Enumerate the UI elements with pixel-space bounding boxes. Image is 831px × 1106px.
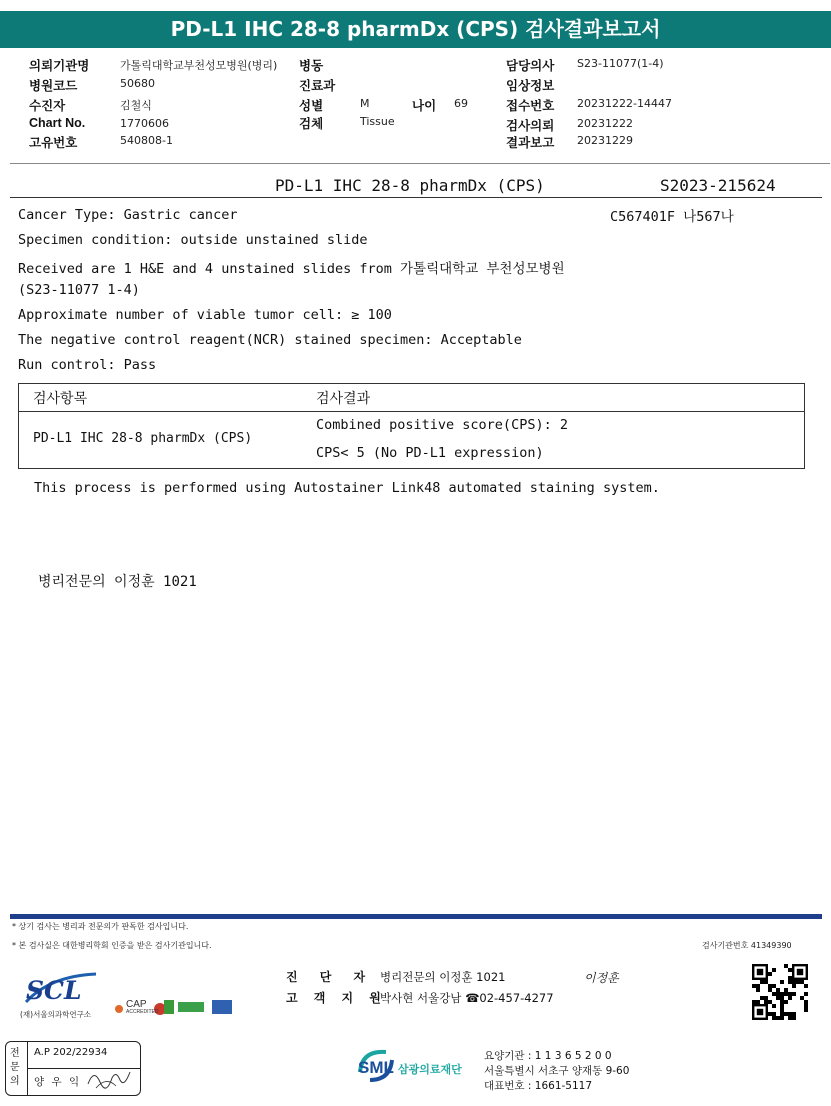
line-run-control: Run control: Pass — [18, 357, 157, 373]
contact-label: 고 객 지 원 — [286, 991, 387, 1005]
value-request-date: 20231222 — [577, 117, 633, 130]
value-patient: 김철식 — [120, 99, 152, 112]
label-clinical-info: 임상정보 — [506, 79, 555, 93]
line-slide-ref: (S23-11077 1-4) — [18, 282, 140, 298]
label-specimen: 검체 — [299, 117, 324, 131]
table-header-divider — [19, 411, 804, 412]
value-sex: M — [360, 97, 370, 110]
scl-logo-text: SCL — [26, 976, 82, 1005]
table-header-result: 검사결과 — [316, 391, 371, 407]
result-table — [18, 383, 805, 469]
label-report-date: 결과보고 — [506, 136, 555, 150]
footer-note-2: * 본 검사실은 대한병리학회 인증을 받은 검사기관입니다. — [12, 941, 212, 950]
line-ncr: The negative control reagent(NCR) stained specimen: Acceptable — [18, 332, 522, 348]
report-number: S2023-215624 — [660, 176, 776, 195]
stamp-code: A.P 202/22934 — [34, 1047, 108, 1058]
scl-logo — [20, 968, 100, 1022]
line-cancer-type: Cancer Type: Gastric cancer — [18, 207, 238, 223]
cap-sub: ACCREDITED — [126, 1009, 159, 1015]
process-note: This process is performed using Autostainer Link48 automated staining system. — [34, 480, 660, 496]
footer-note-1: * 상기 검사는 병리과 전문의가 판독한 검사입니다. — [12, 922, 189, 931]
line-tumor-cell: Approximate number of viable tumor cell: ≥ 100 — [18, 307, 392, 323]
sml-logo — [356, 1046, 476, 1086]
footer-rule — [10, 914, 822, 919]
pathologist-signature-line: 병리전문의 이정훈 1021 — [38, 574, 197, 590]
body-divider — [10, 197, 822, 198]
diagnosis-value: 병리전문의 이정훈 1021 — [380, 970, 506, 984]
institution-number: 검사기관번호 41349390 — [702, 941, 792, 950]
contact-value: 박사현 서울강남 ☎02-457-4277 — [380, 991, 554, 1005]
representative-phone: 대표번호 : 1661-5117 — [484, 1080, 593, 1092]
diagnosis-label: 진 단 자 — [286, 970, 375, 984]
label-chart-no: Chart No. — [29, 116, 86, 130]
line-specimen-condition: Specimen condition: outside unstained slide — [18, 232, 368, 248]
stamp-label: 전문의 — [10, 1048, 20, 1087]
table-cell-cps-interpretation: CPS< 5 (No PD-L1 expression) — [316, 445, 544, 461]
value-hospital-code: 50680 — [120, 77, 155, 90]
value-chart-no: 1770606 — [120, 117, 169, 130]
test-title: PD-L1 IHC 28-8 pharmDx (CPS) — [275, 176, 545, 195]
table-cell-item: PD-L1 IHC 28-8 pharmDx (CPS) — [33, 431, 253, 446]
header-info — [0, 48, 831, 166]
label-doctor: 담당의사 — [506, 59, 555, 73]
report-title: PD-L1 IHC 28-8 pharmDx (CPS) 검사결과보고서 — [0, 11, 831, 48]
cap-label: CAP — [126, 999, 147, 1010]
label-hospital-code: 병원코드 — [29, 79, 78, 93]
sml-name: 삼광의료재단 — [398, 1063, 462, 1076]
yoyang-number: 요양기관 : 1 1 3 6 5 2 0 0 — [484, 1050, 612, 1062]
label-sex: 성별 — [299, 99, 324, 113]
label-department: 진료과 — [299, 79, 336, 93]
sml-logo-text: SML — [358, 1058, 394, 1077]
label-unique-no: 고유번호 — [29, 136, 78, 150]
label-request-date: 검사의뢰 — [506, 119, 555, 133]
table-cell-cps-score: Combined positive score(CPS): 2 — [316, 417, 568, 433]
qr-code — [752, 964, 808, 1020]
signature-scribble-icon — [86, 1064, 134, 1092]
specimen-code: C567401F 나567나 — [610, 209, 734, 225]
label-receipt-no: 접수번호 — [506, 99, 555, 113]
label-patient: 수진자 — [29, 99, 66, 113]
value-specimen: Tissue — [360, 115, 395, 128]
diagnosis-signature: 이정훈 — [584, 971, 619, 985]
stamp-label-cell — [6, 1042, 28, 1095]
label-age: 나이 — [412, 99, 437, 113]
header-divider — [10, 163, 830, 164]
table-header-item: 검사항목 — [33, 391, 88, 407]
value-doctor: S23-11077(1-4) — [577, 57, 664, 70]
label-requester: 의뢰기관명 — [29, 59, 90, 73]
label-ward: 병동 — [299, 59, 324, 73]
value-report-date: 20231229 — [577, 134, 633, 147]
stamp-name: 양 우 익 — [34, 1076, 82, 1088]
line-received: Received are 1 H&E and 4 unstained slides from 가톨릭대학교 부천성모병원 — [18, 261, 565, 277]
accreditation-logos — [112, 996, 237, 1020]
scl-name: (재)서울의과학연구소 — [20, 1010, 92, 1019]
value-requester: 가톨릭대학교부천성모병원(병리) — [120, 59, 278, 72]
value-age: 69 — [454, 97, 468, 110]
value-unique-no: 540808-1 — [120, 134, 173, 147]
lab-address: 서울특별시 서초구 양재동 9-60 — [484, 1065, 630, 1077]
specialist-stamp — [5, 1041, 141, 1096]
value-receipt-no: 20231222-14447 — [577, 97, 672, 110]
qr-code-icon — [752, 964, 808, 1020]
